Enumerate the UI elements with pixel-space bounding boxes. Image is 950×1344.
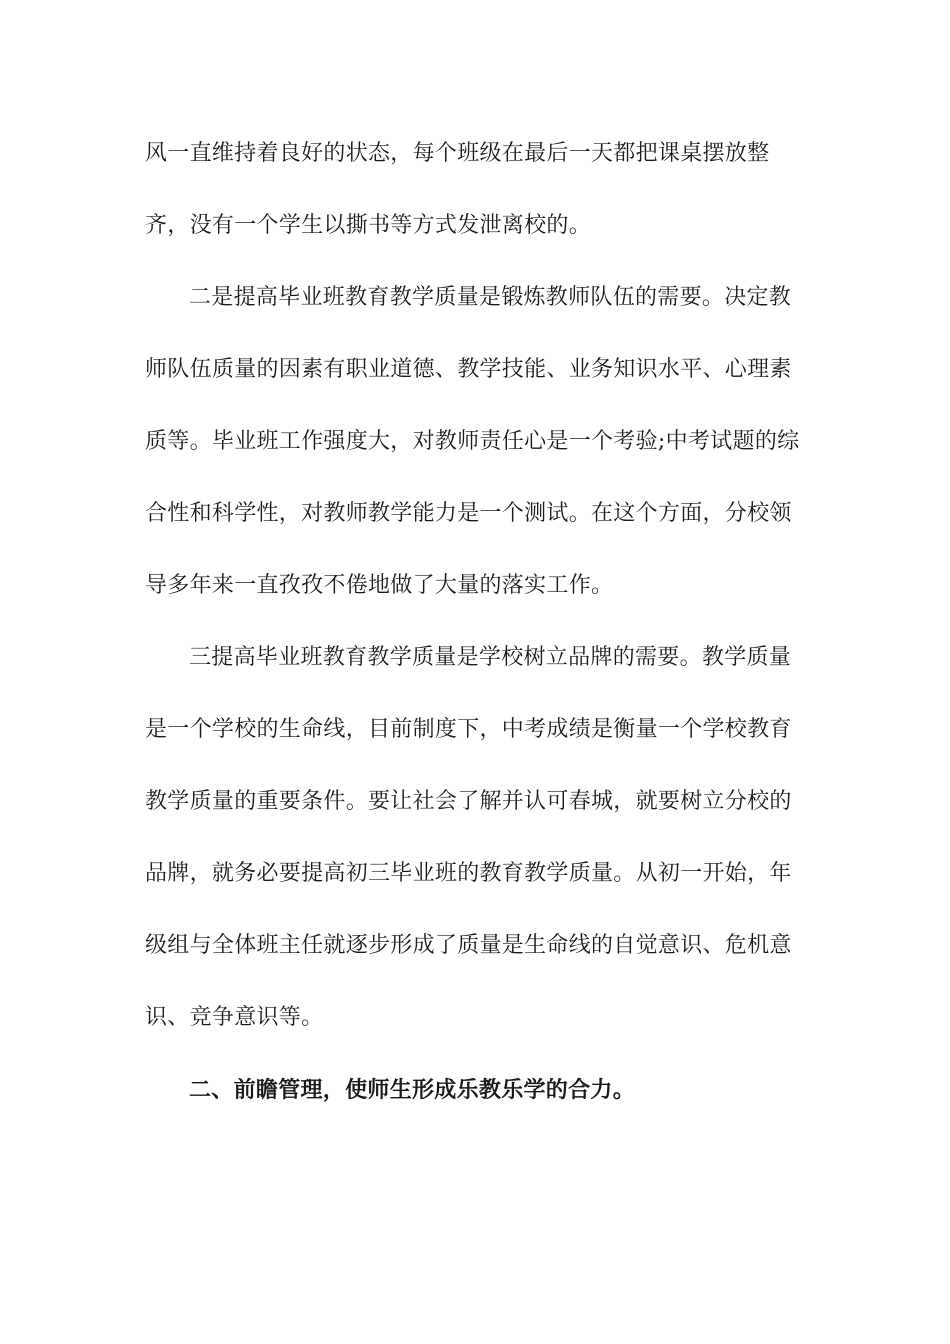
text-line-12: 级组与全体班主任就逐步形成了质量是生命线的自觉意识、危机意: [145, 933, 792, 958]
text-line-9: 是一个学校的生命线，目前制度下，中考成绩是衡量一个学校教育: [145, 717, 792, 742]
text-line-2: 齐，没有一个学生以撕书等方式发泄离校的。: [145, 213, 592, 238]
text-line-8: 三提高毕业班教育教学质量是学校树立品牌的需要。教学质量: [189, 645, 792, 670]
text-line-5: 质等。毕业班工作强度大，对教师责任心是一个考验;中考试题的综: [145, 429, 800, 454]
text-line-4: 师队伍质量的因素有职业道德、教学技能、业务知识水平、心理素: [145, 357, 792, 382]
text-line-7: 导多年来一直孜孜不倦地做了大量的落实工作。: [145, 573, 614, 598]
text-line-6: 合性和科学性，对教师教学能力是一个测试。在这个方面，分校领: [145, 501, 792, 526]
text-line-13: 识、竞争意识等。: [145, 1005, 324, 1030]
text-line-3: 二是提高毕业班教育教学质量是锻炼教师队伍的需要。决定教: [189, 285, 792, 310]
text-line-10: 教学质量的重要条件。要让社会了解并认可春城，就要树立分校的: [145, 789, 792, 814]
text-line-1: 风一直维持着良好的状态，每个班级在最后一天都把课桌摆放整: [145, 141, 770, 166]
text-line-11: 品牌，就务必要提高初三毕业班的教育教学质量。从初一开始，年: [145, 861, 792, 886]
section-heading: 二、前瞻管理，使师生形成乐教乐学的合力。: [189, 1077, 636, 1103]
